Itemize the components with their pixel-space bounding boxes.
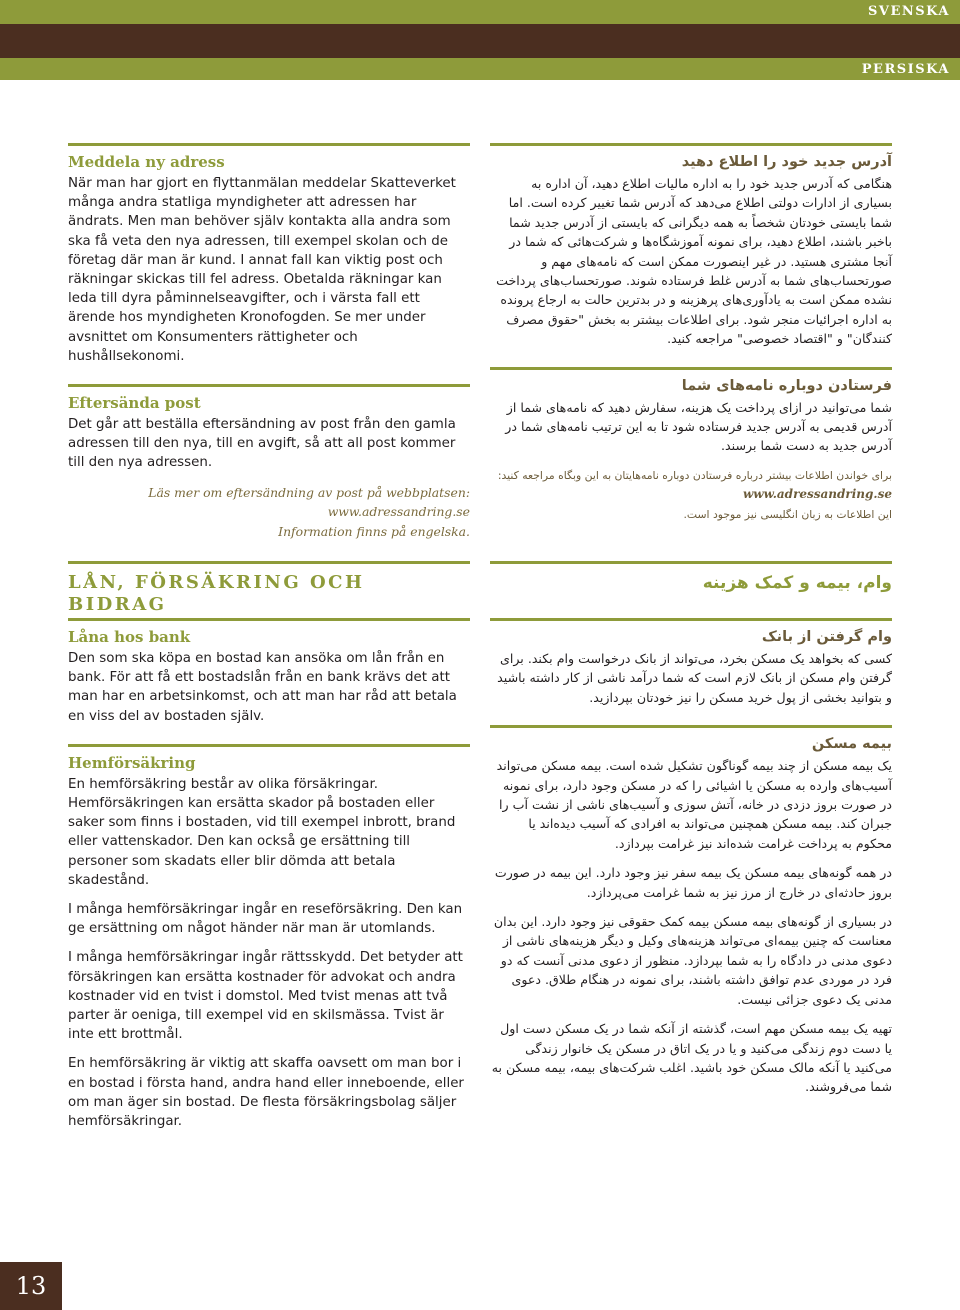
- section-divider: [68, 384, 470, 387]
- fa-insurance-heading: بیمه مسکن: [811, 736, 892, 753]
- section-divider: [68, 143, 470, 146]
- language-label-swedish: SVENSKA: [867, 4, 950, 19]
- language-label-persian: PERSISKA: [861, 62, 950, 77]
- fa-address-body: هنگامی که آدرس جدید خود را به اداره مالیات اطلاع دهید، آن اداره به بسیاری از ادارات دولتی اطلاع می‌دهد که آدرس شما تغییر کرده است. اما شما بایستی خودتان شخصاً به همه دیگرانی که بایستی از آدرس جدید شما باخبر باشند، اطلاع دهید، برای نمونه آموزشگاه‌ها و شرکت‌هائی که شما در آنجا مشتری هستید. در غیر اینصورت ممکن است که نامه‌های مهم و صورتحساب‌های شما به آدرس غلط فرستاده شوند. صورتحساب‌های پرداخت نشده ممکن است به یادآوری‌های پرهزینه و در بدترین حالت به ارجاع پرونده به اداره اجرائیات منجر شود. برای اطلاعات بیشتر به بخش "حقوق مصرف کنندگان" و "اقتصاد خصوصی" مراجعه کنید.: [496, 176, 892, 347]
- fa-insurance-p2: در همه گونه‌های بیمه مسکن یک بیمه سفر نیز وجود دارد. این بیمه در صورت بروز حادثه‌ای در خارج از مرز نیز به شما غرامت می‌پردازد.: [494, 865, 892, 900]
- header-band: [0, 24, 960, 58]
- sv-loan-heading: Låna hos bank: [68, 628, 191, 646]
- section-divider: [490, 143, 892, 146]
- section-divider: [490, 561, 892, 564]
- sv-loan-body: Den som ska köpa en bostad kan ansöka om lån från en bank. För att få ett bostadslån från en bank krävs det att man har en arbetsinkomst, och att man har råd att betala en viss del av bostaden själv.: [68, 651, 457, 724]
- sv-address-heading: Meddela ny adress: [68, 153, 225, 171]
- fa-section-title: وام، بیمه و کمک هزینه: [702, 573, 892, 593]
- sv-insurance-p1: En hemförsäkring består av olika försäkringar. Hemförsäkringen kan ersätta skador på bostaden eller saker som finns i bostaden, vid till exempel inbrott, brand eller vattenskador. Den kan också ge ersättning till personer som skadats eller blir dömda att betala skadestånd.: [68, 776, 456, 888]
- sv-address-body: När man har gjort en flyttanmälan meddelar Skatteverket många andra statliga myndigheter att adressen har ändrats. Men man behöver själv kontakta alla andra som ska få veta den nya adressen, till exempel skolan och de företag där man är kund. I annat fall kan viktig post och räkningar skickas till fel adress. Obetalda räkningar kan leda till dyra påminnelseavgifter, och i värsta fall ett ärende hos myndigheten Kronofogden. Se mer under avsnittet om Konsumenters rättigheter och hushållsekonomi.: [68, 176, 456, 364]
- sv-insurance-p2: I många hemförsäkringar ingår en reseförsäkring. Den kan ge ersättning om något händer när man är utomlands.: [68, 902, 463, 937]
- sv-section-title-block: [68, 561, 470, 616]
- sv-forward-body: Det går att beställa eftersändning av post från den gamla adressen till den nya, till en avgift, så att all post kommer till den nya adressen.: [68, 417, 456, 471]
- fa-address-section: [490, 143, 892, 524]
- fa-forward-more: برای خواندن اطلاعات بیشتر درباره فرستادن دوباره نامه‌هایتان به این وبگاه مراجعه کنید:: [497, 468, 892, 482]
- section-divider: [490, 618, 892, 621]
- fa-loan-body: کسی که بخواهد یک مسکن بخرد، می‌تواند از بانک درخواست وام بکند. برای گرفتن وام مسکن از بانک لازم است که شما درآمد ناشی از کار داشته باشید و بتوانید بخشی از پول خرید مسکن را نیز خودتان بپردازید.: [497, 651, 892, 705]
- sv-forward-url-link[interactable]: www.adressandring.se: [327, 504, 470, 520]
- sv-insurance-p3: I många hemförsäkringar ingår rättsskydd. Det betyder att försäkringen kan ersätta kostnader för advokat och andra kostnader vid en tvist i domstol. Med tvist menas att två parter är oeniga, till exempel vid en skilsmässa. Tvist är inte ett brottmål.: [68, 950, 463, 1043]
- section-divider: [490, 725, 892, 728]
- fa-insurance-p1: یک بیمه مسکن از چند بیمه گوناگون تشکیل شده است. بیمه مسکن می‌تواند آسیب‌های وارده به مسکن یا اشیائی را که در مسکن وجود دارد، برای نمونه در صورت بروز دزدی در خانه، آتش سوزی و آسیب‌های ناشی از نشت آب را جبران کند. بیمه مسکن همچنین می‌تواند به افرادی که آسیب دیده‌اند یا محکوم به پرداخت غرامت شده‌اند نیز غرامت بپردازد.: [496, 758, 892, 851]
- sv-forward-heading: Eftersända post: [68, 394, 201, 413]
- language-bar-persian: [0, 58, 960, 80]
- section-divider: [68, 618, 470, 621]
- sv-address-section: [68, 143, 470, 541]
- fa-insurance-p4: تهیه یک بیمه مسکن مهم است، گذشته از آنکه شما در یک مسکن دست اول یا دست دوم زندگی می‌کنید و یا در یک اتاق در مسکن یک خانوار زندگی می‌کنید یا آنکه مالک مسکن خود باشید. اغلب شرکت‌های بیمه، بیمه مسکن به شما می‌فروشند.: [491, 1021, 892, 1095]
- sv-forward-english-note: Information finns på engelska.: [278, 523, 470, 539]
- page-number: 13: [0, 1262, 62, 1310]
- fa-forward-heading: فرستادن دوباره نامه‌های شما: [681, 377, 892, 394]
- sv-loan-insurance-section: [68, 618, 470, 1131]
- sv-insurance-heading: Hemförsäkring: [68, 753, 196, 772]
- sv-section-title: LÅN, FÖRSÄKRING OCH BIDRAG: [68, 572, 365, 615]
- fa-address-heading: آدرس جدید خود را اطلاع دهید: [681, 154, 892, 170]
- fa-insurance-p3: در بسیاری از گونه‌های بیمه مسکن بیمه کمک حقوقی نیز وجود دارد. این بدان معناست که چنین بیمه‌ای می‌تواند هزینه‌های وکیل و دیگر هزینه‌های ناشی از دعوی مدنی در دادگاه را به شما بپردازد. منظور از دعوی مدنی آنست که دو فرد در موردی عدم توافق داشته باشند، برای نمونه در هنگام طلاق. دعوی مدنی یک دعوی جزائی نیست.: [493, 914, 892, 1007]
- section-divider: [68, 561, 470, 564]
- fa-loan-insurance-section: [490, 618, 892, 1097]
- sv-insurance-p4: En hemförsäkring är viktig att skaffa oavsett om man bor i en bostad i första hand, andra hand eller inneboende, eller om man äger sin bostad. De flesta försäkringsbolag säljer hemförsäkringar.: [68, 1056, 464, 1130]
- fa-forward-body: شما می‌توانید در ازای پرداخت یک هزینه، سفارش دهید که نامه‌های شما از آدرس قدیمی به آدرس جدید فرستاده شود تا به این ترتیب نامه‌های شما در آدرس جدید به دست شما برسند.: [505, 399, 892, 454]
- section-divider: [68, 744, 470, 747]
- language-bar-swedish: [0, 0, 960, 24]
- section-divider: [490, 367, 892, 370]
- fa-section-title-block: [490, 561, 892, 594]
- sv-forward-more: Läs mer om eftersändning av post på webbplatsen:: [148, 484, 470, 500]
- fa-forward-english-note: این اطلاعات به زبان انگلیسی نیز موجود است.: [683, 507, 892, 521]
- fa-forward-url-link[interactable]: www.adressandring.se: [742, 487, 892, 502]
- fa-loan-heading: وام گرفتن از بانک: [761, 629, 892, 645]
